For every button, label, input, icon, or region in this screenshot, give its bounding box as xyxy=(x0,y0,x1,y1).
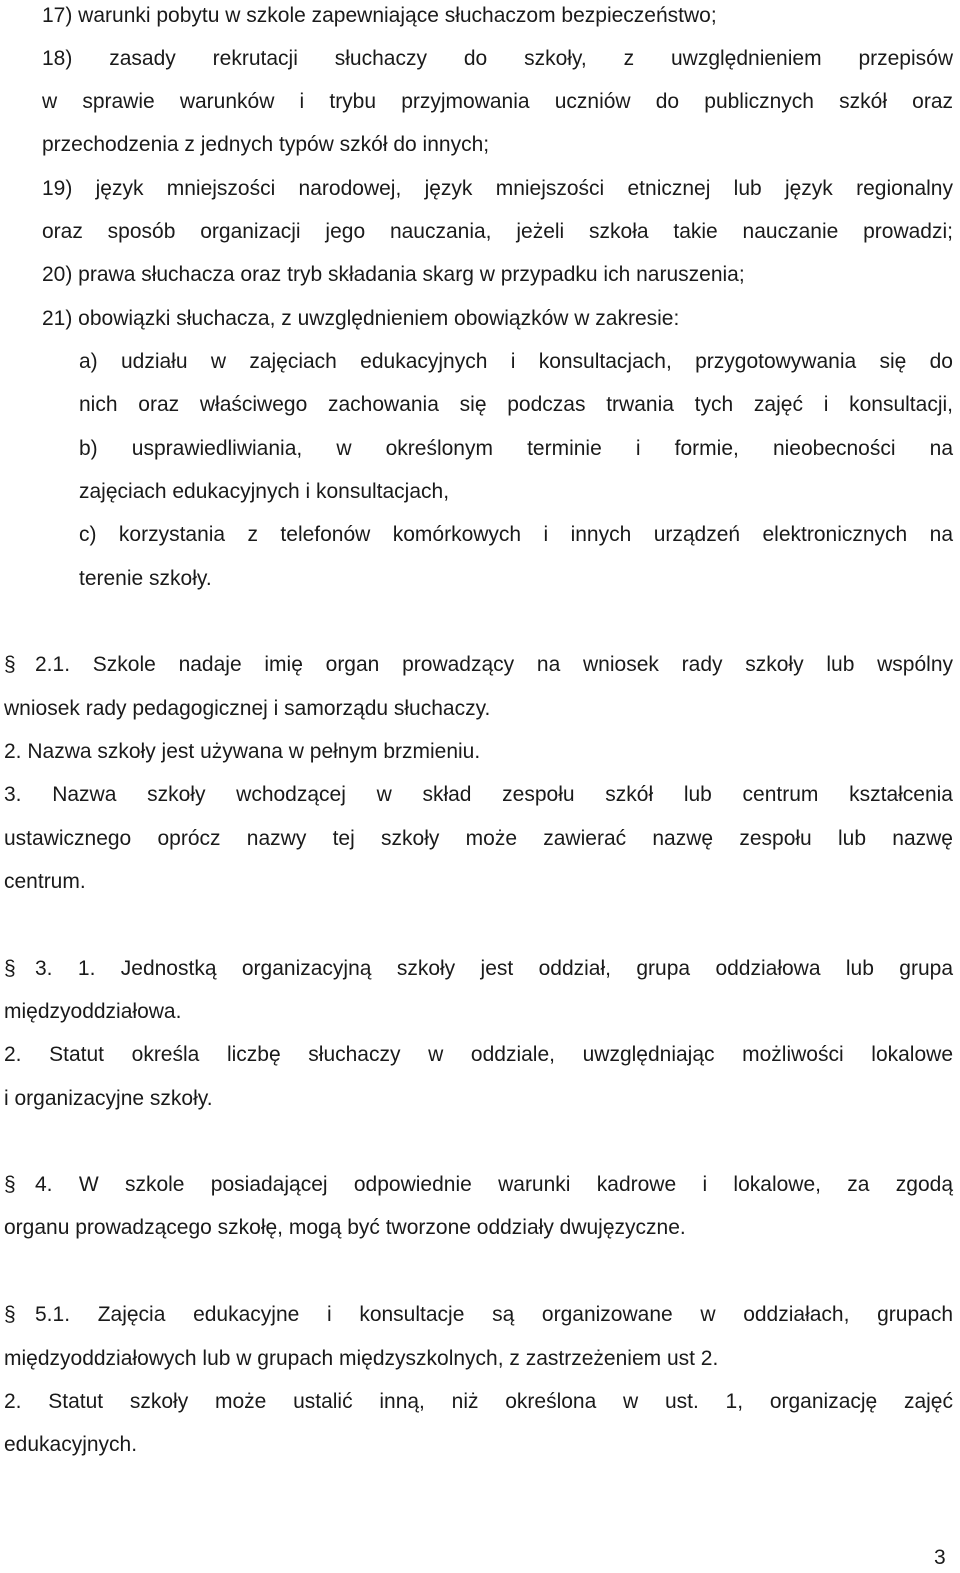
list-item-17: 17) warunki pobytu w szkole zapewniające słuchaczom bezpieczeństwo; xyxy=(42,4,717,27)
section-2-para-3-line-1: 3. Nazwa szkoły wchodzącej w skład zespołu szkół lub centrum kształcenia xyxy=(4,783,953,806)
section-2-para-1-line-1: 2.1. Szkole nadaje imię organ prowadzący na wniosek rady szkoły lub wspólny xyxy=(35,653,953,676)
section-2-para-1-line-2: wniosek rady pedagogicznej i samorządu słuchaczy. xyxy=(4,697,491,720)
section-5-para-2-line-1: 2. Statut szkoły może ustalić inną, niż określona w ust. 1, organizację zajęć xyxy=(4,1390,953,1413)
section-5-para-1-line-1: 5.1. Zajęcia edukacyjne i konsultacje są organizowane w oddziałach, grupach xyxy=(35,1303,953,1326)
section-5-para-1-line-2: międzyoddziałowych lub w grupach międzyszkolnych, z zastrzeżeniem ust 2. xyxy=(4,1347,719,1370)
section-2-para-2: 2. Nazwa szkoły jest używana w pełnym brzmieniu. xyxy=(4,740,481,763)
list-item-19-line-1: 19) język mniejszości narodowej, język mniejszości etnicznej lub język regionalny xyxy=(42,177,953,200)
page-number: 3 xyxy=(934,1546,946,1569)
sub-item-b-line-1: b) usprawiedliwiania, w określonym terminie i formie, nieobecności na xyxy=(79,437,953,460)
list-item-20: 20) prawa słuchacza oraz tryb składania skarg w przypadku ich naruszenia; xyxy=(42,263,745,286)
list-item-19-line-2: oraz sposób organizacji jego nauczania, jeżeli szkoła takie nauczanie prowadzi; xyxy=(42,220,953,243)
section-3-symbol: § xyxy=(4,957,16,980)
sub-item-b-line-2: zajęciach edukacyjnych i konsultacjach, xyxy=(79,480,450,503)
section-4-para-1-line-2: organu prowadzącego szkołę, mogą być tworzone oddziały dwujęzyczne. xyxy=(4,1216,686,1239)
section-5-para-2-line-2: edukacyjnych. xyxy=(4,1433,138,1456)
section-3-para-1-line-1: 3. 1. Jednostką organizacyjną szkoły jest oddział, grupa oddziałowa lub grupa xyxy=(35,957,953,980)
section-3-para-2-line-2: i organizacyjne szkoły. xyxy=(4,1087,213,1110)
section-2-para-3-line-3: centrum. xyxy=(4,870,86,893)
section-4-para-1-line-1: 4. W szkole posiadającej odpowiednie warunki kadrowe i lokalowe, za zgodą xyxy=(35,1173,953,1196)
section-3-para-1-line-2: międzyoddziałowa. xyxy=(4,1000,182,1023)
section-3-para-2-line-1: 2. Statut określa liczbę słuchaczy w oddziale, uwzględniając możliwości lokalowe xyxy=(4,1043,953,1066)
list-item-21: 21) obowiązki słuchacza, z uwzględnieniem obowiązków w zakresie: xyxy=(42,307,680,330)
list-item-18-line-3: przechodzenia z jednych typów szkół do innych; xyxy=(42,133,490,156)
list-item-18-line-2: w sprawie warunków i trybu przyjmowania uczniów do publicznych szkół oraz xyxy=(42,90,953,113)
list-item-18-line-1: 18) zasady rekrutacji słuchaczy do szkoły, z uwzględnieniem przepisów xyxy=(42,47,953,70)
sub-item-a-line-2: nich oraz właściwego zachowania się podczas trwania tych zajęć i konsultacji, xyxy=(79,393,953,416)
section-2-symbol: § xyxy=(4,653,16,676)
sub-item-c-line-1: c) korzystania z telefonów komórkowych i innych urządzeń elektronicznych na xyxy=(79,523,953,546)
section-2-para-3-line-2: ustawicznego oprócz nazwy tej szkoły może zawierać nazwę zespołu lub nazwę xyxy=(4,827,953,850)
section-4-symbol: § xyxy=(4,1173,16,1196)
sub-item-c-line-2: terenie szkoły. xyxy=(79,567,212,590)
sub-item-a-line-1: a) udziału w zajęciach edukacyjnych i konsultacjach, przygotowywania się do xyxy=(79,350,953,373)
section-5-symbol: § xyxy=(4,1303,16,1326)
